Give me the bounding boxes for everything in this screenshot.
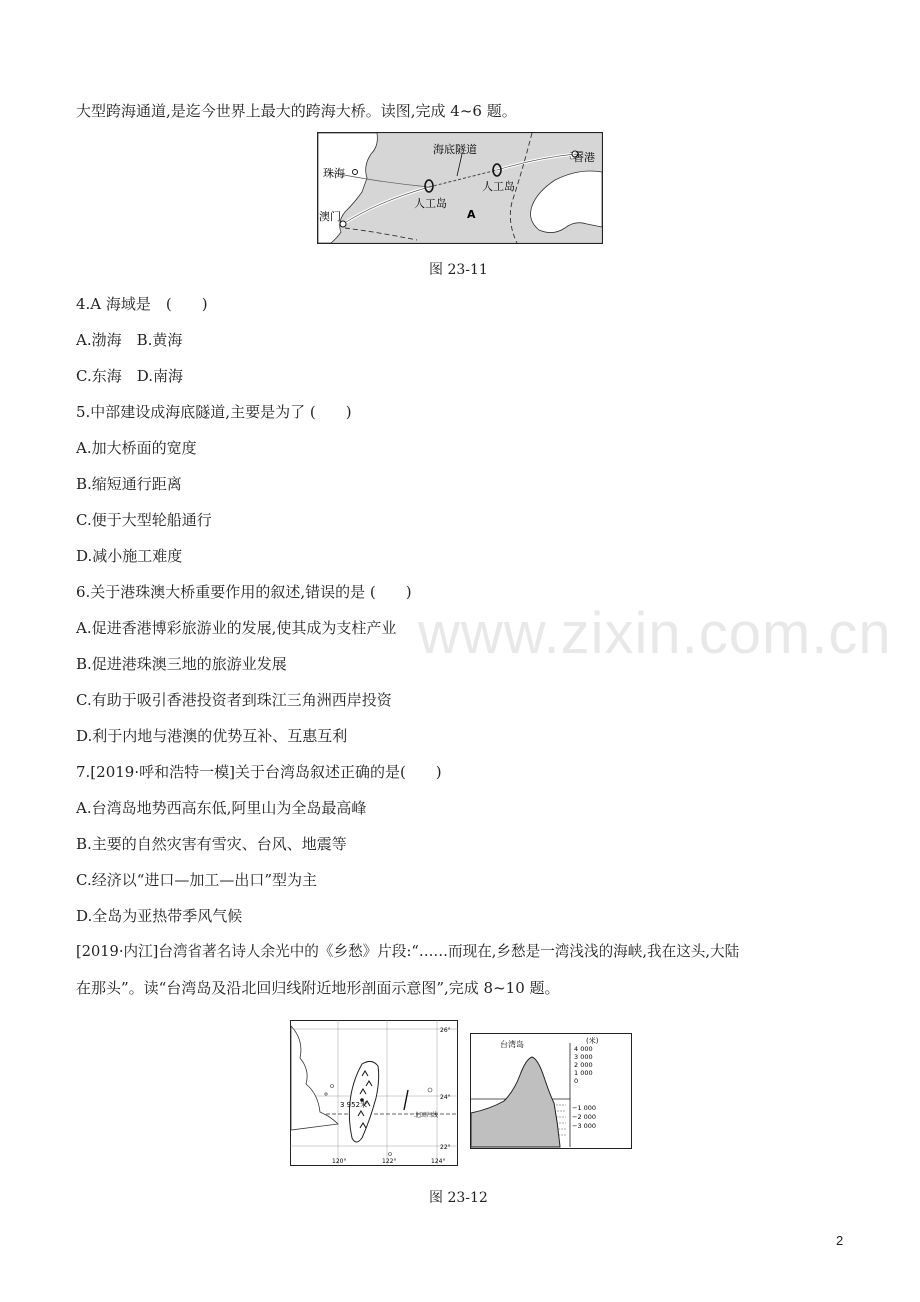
page-number: 2 xyxy=(836,1233,844,1248)
terrain-profile xyxy=(470,1033,632,1149)
lon-124-label: 124° xyxy=(431,1158,446,1165)
elev-neg-3000: −3 000 xyxy=(572,1122,597,1130)
lon-122-label: 122° xyxy=(382,1158,397,1165)
q7-option-a: A.台湾岛地势西高东低,阿里山为全岛最高峰 xyxy=(76,799,367,817)
macau-label: 澳门 xyxy=(319,210,341,223)
peak-height-label: 3 952米 xyxy=(340,1101,368,1109)
lat-24-label: 24° xyxy=(440,1094,451,1101)
q4-options-ab: A.渤海 B.黄海 xyxy=(76,331,183,349)
tunnel-label: 海底隧道 xyxy=(433,143,477,156)
q5-option-d: D.减小施工难度 xyxy=(76,547,183,565)
watermark: www.zixin.com.cn xyxy=(418,601,892,666)
q7-option-b: B.主要的自然灾害有雪灾、台风、地震等 xyxy=(76,835,347,853)
elev-0: 0 xyxy=(574,1077,579,1085)
q4-options-cd: C.东海 D.南海 xyxy=(76,367,183,385)
elev-neg-1000: −1 000 xyxy=(572,1104,597,1112)
fig1-caption: 图 23-11 xyxy=(429,262,488,278)
elev-1000: 1 000 xyxy=(574,1069,593,1077)
elev-3000: 3 000 xyxy=(574,1053,593,1061)
q6-option-b: B.促进港珠澳三地的旅游业发展 xyxy=(76,655,287,673)
tropic-label: 北回归线 xyxy=(414,1112,439,1119)
zhuhai-label: 珠海 xyxy=(323,167,345,180)
lat-22-label: 22° xyxy=(440,1144,451,1151)
q4-stem: 4.A 海域是 ( ) xyxy=(76,295,208,313)
sea-a-label: A xyxy=(467,208,476,221)
q7-stem: 7.[2019·呼和浩特一模]关于台湾岛叙述正确的是( ) xyxy=(76,763,442,781)
island2-label: 人工岛 xyxy=(482,180,515,193)
profile-title: 台湾岛 xyxy=(500,1040,524,1049)
q5-option-b: B.缩短通行距离 xyxy=(76,475,182,493)
q6-option-a: A.促进香港博彩旅游业的发展,使其成为支柱产业 xyxy=(76,619,397,637)
elev-2000: 2 000 xyxy=(574,1061,593,1069)
q5-option-a: A.加大桥面的宽度 xyxy=(76,439,197,457)
q5-option-c: C.便于大型轮船通行 xyxy=(76,511,212,529)
lat-26-label: 26° xyxy=(440,1027,451,1034)
hongkong-label: 香港 xyxy=(573,151,595,164)
passage-line-2: 在那头”。读“台湾岛及沿北回归线附近地形剖面示意图”,完成 8~10 题。 xyxy=(76,979,560,997)
q7-option-c: C.经济以“进口—加工—出口”型为主 xyxy=(76,871,318,889)
elev-4000: 4 000 xyxy=(574,1045,593,1053)
taiwan-map xyxy=(290,1020,458,1166)
bridge-map xyxy=(317,132,603,244)
island1-label: 人工岛 xyxy=(414,197,447,210)
q6-stem: 6.关于港珠澳大桥重要作用的叙述,错误的是 ( ) xyxy=(76,583,412,601)
elev-neg-2000: −2 000 xyxy=(572,1113,597,1121)
elevation-unit: (米) xyxy=(586,1037,599,1045)
q6-option-c: C.有助于吸引香港投资者到珠江三角洲西岸投资 xyxy=(76,691,392,709)
lon-120-label: 120° xyxy=(332,1158,347,1165)
q7-option-d: D.全岛为亚热带季风气候 xyxy=(76,907,243,925)
fig2-caption: 图 23-12 xyxy=(429,1190,488,1206)
passage-line-1: [2019·内江]台湾省著名诗人余光中的《乡愁》片段:“……而现在,乡愁是一湾浅浅的海峡,我在这头,大陆 xyxy=(76,943,740,960)
intro-text: 大型跨海通道,是迄今世界上最大的跨海大桥。读图,完成 4~6 题。 xyxy=(76,102,517,120)
q6-option-d: D.利于内地与港澳的优势互补、互惠互利 xyxy=(76,727,348,745)
q5-stem: 5.中部建设成海底隧道,主要是为了 ( ) xyxy=(76,403,352,421)
